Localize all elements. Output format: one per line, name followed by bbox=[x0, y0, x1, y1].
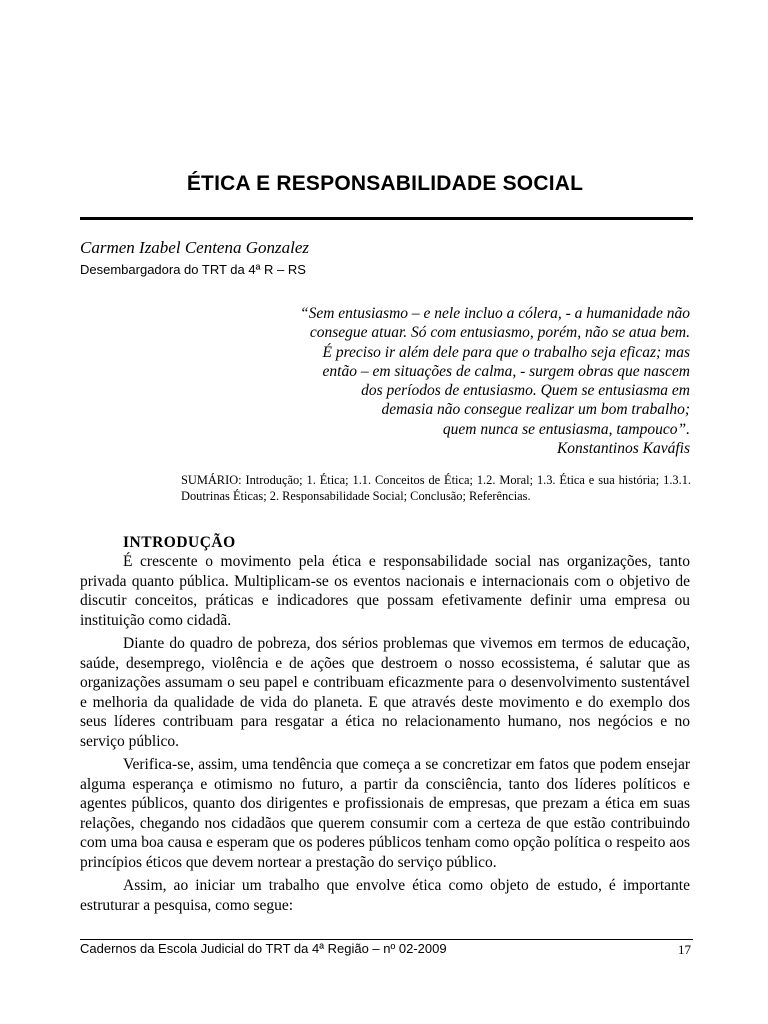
epigraph-line: então – em situações de calma, - surgem obras que nascem bbox=[322, 362, 690, 380]
article-title: ÉTICA E RESPONSABILIDADE SOCIAL bbox=[186, 172, 584, 195]
paragraph: É crescente o movimento pela ética e responsabilidade social nas organizações, tanto privada quanto pública. Multiplicam-se os eventos nacionais e internacionais com o objetivo de discutir conceitos, práticas e indicadores que possam efetivamente definir uma empresa ou instituição como cidadã. bbox=[80, 553, 690, 629]
epigraph-line: quem nunca se entusiasma, tampouco”. bbox=[442, 420, 690, 438]
epigraph-line: demasia não consegue realizar um bom trabalho; bbox=[381, 401, 690, 419]
epigraph-line: dos períodos de entusiasmo. Quem se entusiasma em bbox=[361, 382, 690, 400]
epigraph-line: “Sem entusiasmo – e nele incluo a cólera, - a humanidade não bbox=[299, 305, 690, 322]
paragraph: Verifica-se, assim, uma tendência que começa a se concretizar em fatos que podem ensejar alguma esperança e otimismo no futuro, a partir da consciência, tanto dos líderes políticos e agentes públicos, quanto dos dirigentes e profissionais de empresas, que prezam a ética em suas relações, chegando nos cidadãos que querem consumir com a certeza de que estão contribuindo com uma boa causa e esperam que os poderes públicos tenham como opção política o respeito aos princípios éticos que devem nortear a prestação do serviço público. bbox=[80, 756, 690, 871]
section-heading: INTRODUÇÃO bbox=[123, 534, 236, 551]
page-number: 17 bbox=[678, 942, 691, 957]
author-name: Carmen Izabel Centena Gonzalez bbox=[80, 238, 310, 257]
epigraph-attribution: Konstantinos Kaváfis bbox=[556, 440, 690, 458]
article-body bbox=[80, 533, 690, 919]
epigraph-line: consegue atuar. Só com entusiasmo, porém, não se atua bem. bbox=[309, 324, 690, 342]
epigraph bbox=[200, 304, 690, 458]
summary: SUMÁRIO: Introdução; 1. Ética; 1.1. Conceitos de Ética; 1.2. Moral; 1.3. Ética e sua história; 1.3.1. Doutrinas Éticas; 2. Responsabilidade Social; Conclusão; Referências. bbox=[181, 473, 691, 503]
author-affiliation: Desembargadora do TRT da 4ª R – RS bbox=[80, 262, 306, 277]
paragraph: Diante do quadro de pobreza, dos sérios problemas que vivemos em termos de educação, saúde, desemprego, violência e de ações que destroem o nosso ecossistema, é salutar que as organizações assumam o seu papel e contribuam eficazmente para o desenvolvimento sustentável e melhoria da qualidade de vida do planeta. E que através deste movimento e do exemplo dos seus líderes contribuam para resgatar a ética no relacionamento humano, nos negócios e no serviço público. bbox=[80, 635, 690, 750]
journal-footer: Cadernos da Escola Judicial do TRT da 4ª Região – nº 02-2009 bbox=[80, 941, 447, 956]
paragraph: Assim, ao iniciar um trabalho que envolve ética como objeto de estudo, é importante estruturar a pesquisa, como segue: bbox=[80, 877, 690, 914]
footer-divider bbox=[80, 939, 693, 940]
epigraph-line: É preciso ir além dele para que o trabalho seja eficaz; mas bbox=[322, 343, 690, 361]
title-divider bbox=[80, 217, 693, 220]
